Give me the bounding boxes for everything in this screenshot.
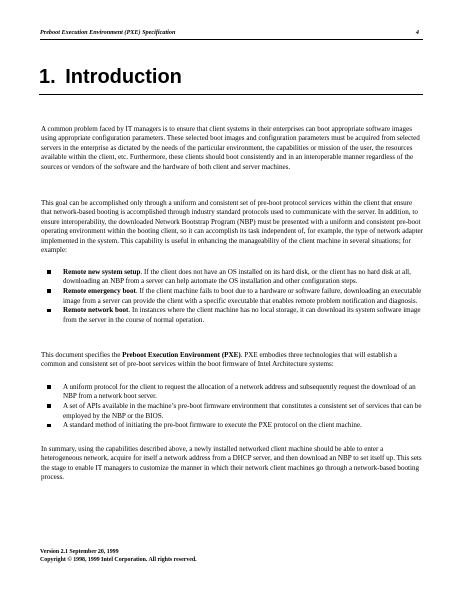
list-item xyxy=(41,383,423,402)
document-title: Preboot Execution Environment (PXE) Specification xyxy=(40,29,176,36)
list-item xyxy=(41,306,423,325)
page-number: 4 xyxy=(415,29,419,36)
section-title: Introduction xyxy=(65,66,182,88)
list-item xyxy=(41,421,423,430)
pxe-text-before: This document specifies the xyxy=(41,351,123,359)
heading-divider xyxy=(39,94,423,95)
list-item-text: A set of APIs available in the machine’s pre-boot firmware environment that constitutes a consistent set of services that can be employed by the NBP or the BIOS. xyxy=(63,402,422,420)
pxe-term: Preboot Execution Environment (PXE) xyxy=(122,351,241,359)
list-item-text: A standard method of initiating the pre-boot firmware to execute the PXE protocol on the client machine. xyxy=(63,421,362,430)
bullet-square-icon xyxy=(47,270,51,274)
summary-paragraph: In summary, using the capabilities described above, a newly installed networked client machine should be able to enter a heterogeneous network, acquire for itself a network address from a DHCP server, and then download an NBP to set itself up. This sets the stage to enable IT managers to customize the manner in which their network client machines go through a network-based booting process. xyxy=(41,445,422,482)
list-item-text: . If the client does not have an OS installed on its hard disk, or the client has no hard disk at all, downloading an NBP from a server can help automate the OS installation and other configuration steps. xyxy=(63,268,411,286)
section-heading xyxy=(39,65,182,89)
page-header xyxy=(40,29,423,40)
list-item-text: . If the client machine fails to boot due to a hardware or software failure, downloading an executable image from a server can provide the client with a specific executable that enables remote problem notification and diagnosis. xyxy=(63,287,422,305)
list-item xyxy=(41,287,423,306)
section-number: 1. xyxy=(39,66,56,88)
list-item-text: A uniform protocol for the client to request the allocation of a network address and subsequently request the download of an NBP from a network boot server. xyxy=(63,383,416,401)
bullet-square-icon xyxy=(47,309,51,313)
version-line: Version 2.1 September 20, 1999 xyxy=(40,549,119,555)
list-item-text: . In instances where the client machine has no local storage, it can download its system software image from the server in the course of normal operation. xyxy=(63,306,421,324)
list-item-term: Remote emergency boot xyxy=(63,287,136,296)
bullet-square-icon xyxy=(47,424,51,428)
pxe-text-after: . PXE embodies three technologies that will establish a common and consistent set of pre-boot services within the boot firmware of Intel Architecture systems: xyxy=(41,351,397,369)
page-footer xyxy=(40,548,423,564)
pxe-paragraph xyxy=(41,351,423,370)
intro-paragraph: A common problem faced by IT managers is to ensure that client systems in their enterprises can boot appropriate software images using appropriate configuration parameters. These selected boot images and configuration parameters must be acquired from selected servers in the enterprise as dictated by the needs of the particular environment, the capabilities or mission of the user, the resources available within the client, etc. Furthermore, these clients should boot consistently and in an interoperable manner regardless of the sources or vendors of the software and the hardware of both client and server machines. xyxy=(41,125,420,171)
copyright-line: Copyright © 1998, 1999 Intel Corporation. All rights reserved. xyxy=(40,557,197,563)
list-item-term: Remote network boot xyxy=(63,306,129,315)
list-item-term: Remote new system setup xyxy=(63,268,141,276)
bullet-square-icon xyxy=(47,385,51,389)
list-item xyxy=(41,268,423,287)
technologies-list xyxy=(41,383,423,431)
bullet-square-icon xyxy=(47,404,51,408)
situations-list xyxy=(41,268,423,325)
bullet-square-icon xyxy=(47,289,51,293)
list-item xyxy=(41,402,423,421)
goal-paragraph: This goal can be accomplished only through a uniform and consistent set of pre-boot protocol services within the client that ensure that network-based booting is accomplished through industry standard protocols used to communicate with the server. In addition, to ensure interoperability, the downloaded Network Bootstrap Program (NBP) must be presented with a uniform and consistent pre-boot operating environment within the booting client, so it can accomplish its task independent of, for example, the type of network adapter implemented in the system. This capability is useful in enhancing the manageability of the client machine in several situations; for example: xyxy=(41,199,423,255)
